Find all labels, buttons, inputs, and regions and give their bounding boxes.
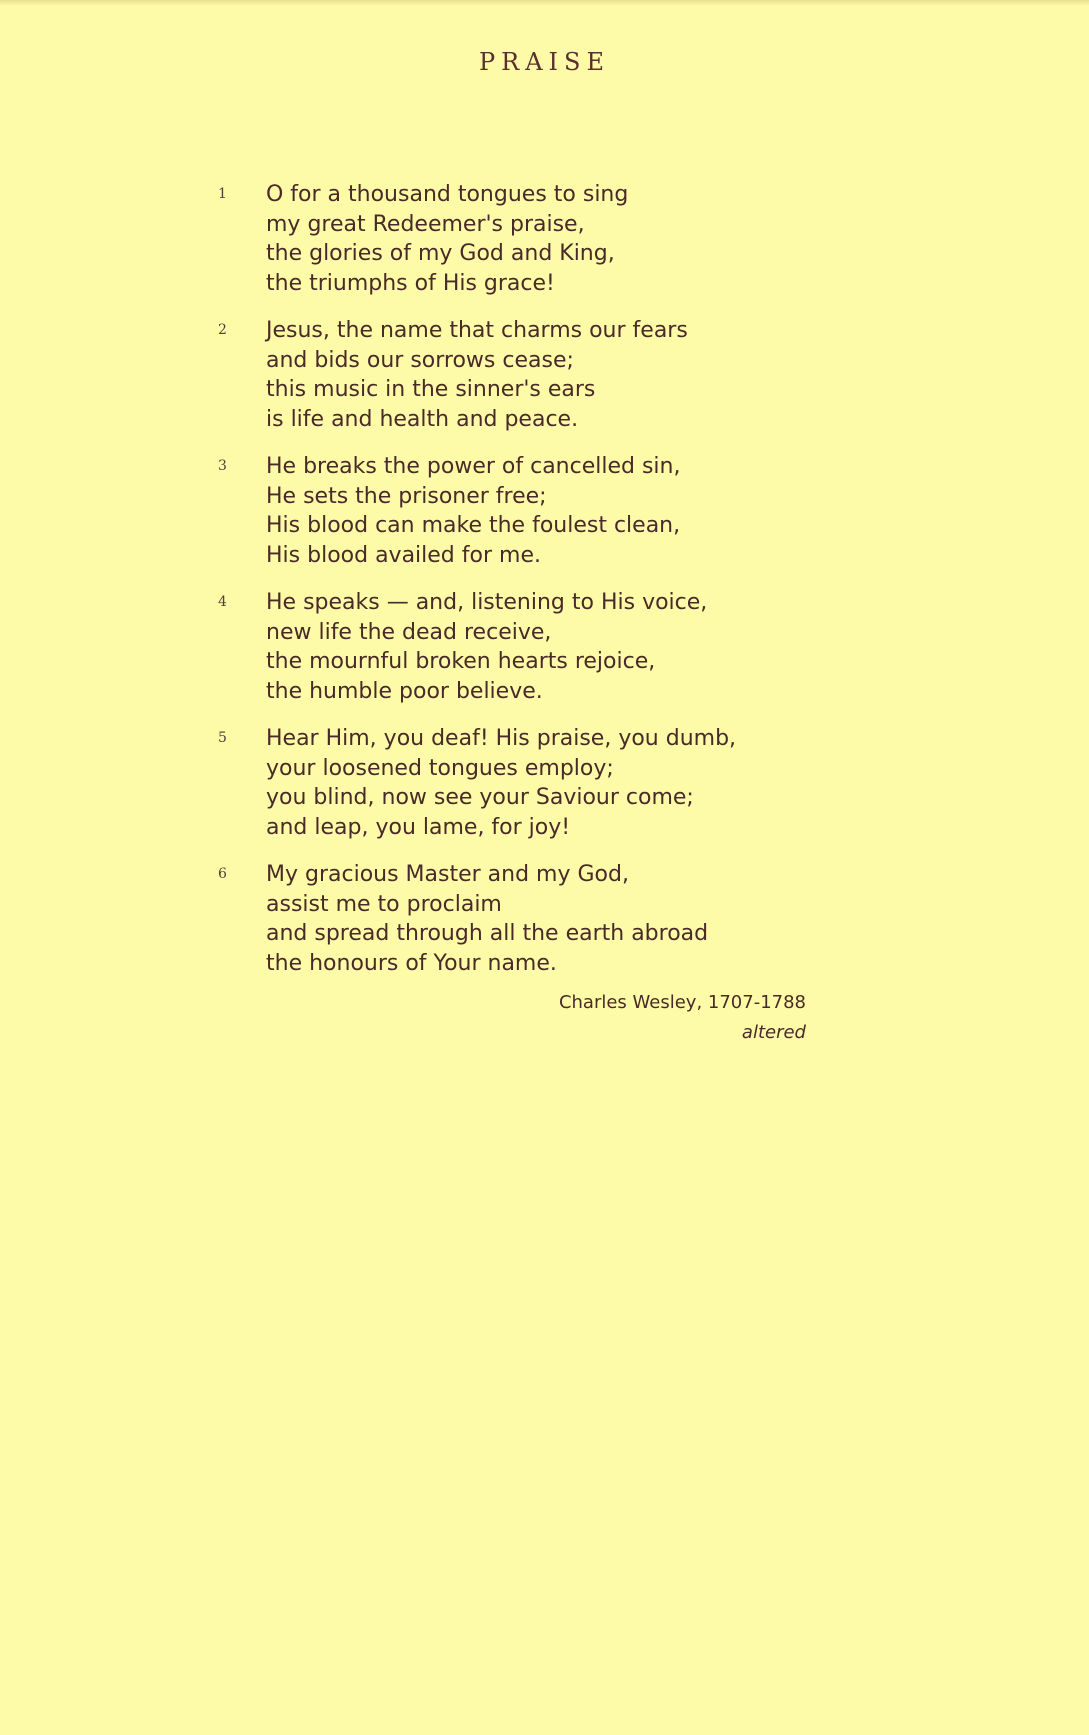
verse-line: He breaks the power of cancelled sin, [266,454,681,479]
verse-line: His blood can make the foulest clean, [266,513,681,538]
verse-line: and leap, you lame, for joy! [266,814,571,840]
verse-6 [210,860,830,978]
verse-number: 5 [218,730,227,746]
verse-number: 1 [218,186,227,202]
verse-line: assist me to proclaim [266,891,502,917]
verse-line: and bids our sorrows cease; [266,347,574,373]
verse-line: the humble poor believe. [266,678,543,704]
hymn-text [210,180,830,996]
verse-line: the glories of my God and King, [266,241,615,266]
verse-number: 4 [218,594,227,610]
verse-1 [210,180,830,298]
verse-line: my great Redeemer's praise, [266,211,585,237]
verse-line: and spread through all the earth abroad [266,921,709,946]
altered-note: altered [741,1022,806,1043]
verse-lines [266,452,830,570]
verse-lines [266,860,830,978]
verse-line: you blind, now see your Saviour come; [266,785,694,810]
author-credit: Charles Wesley, 1707-1788 [558,992,806,1013]
verse-line: the honours of Your name. [266,950,557,976]
verse-line: My gracious Master and my God, [266,862,629,887]
verse-lines [266,180,830,298]
verse-line: the triumphs of His grace! [266,270,555,296]
verse-3 [210,452,830,570]
verse-line: is life and health and peace. [266,406,579,432]
verse-line: the mournful broken hearts rejoice, [266,649,656,674]
verse-2 [210,316,830,434]
verse-line: Jesus, the name that charms our fears [266,318,688,343]
verse-line: He sets the prisoner free; [266,483,547,509]
verse-lines [266,724,830,842]
verse-line: He speaks — and, listening to His voice, [266,590,708,615]
verse-5 [210,724,830,842]
verse-lines [266,316,830,434]
page-title: PRAISE [479,48,610,76]
attribution [450,988,806,1048]
verse-line: Hear Him, you deaf! His praise, you dumb, [266,726,737,751]
verse-number: 6 [218,866,227,882]
verse-line: this music in the sinner's ears [266,377,596,402]
verse-lines [266,588,830,706]
verse-number: 3 [218,458,227,474]
verse-line: new life the dead receive, [266,619,552,645]
verse-line: your loosened tongues employ; [266,755,614,781]
verse-line: His blood availed for me. [266,542,541,568]
verse-4 [210,588,830,706]
verse-line: O for a thousand tongues to sing [266,182,629,207]
page-top-edge [0,0,1089,6]
verse-number: 2 [218,322,227,338]
